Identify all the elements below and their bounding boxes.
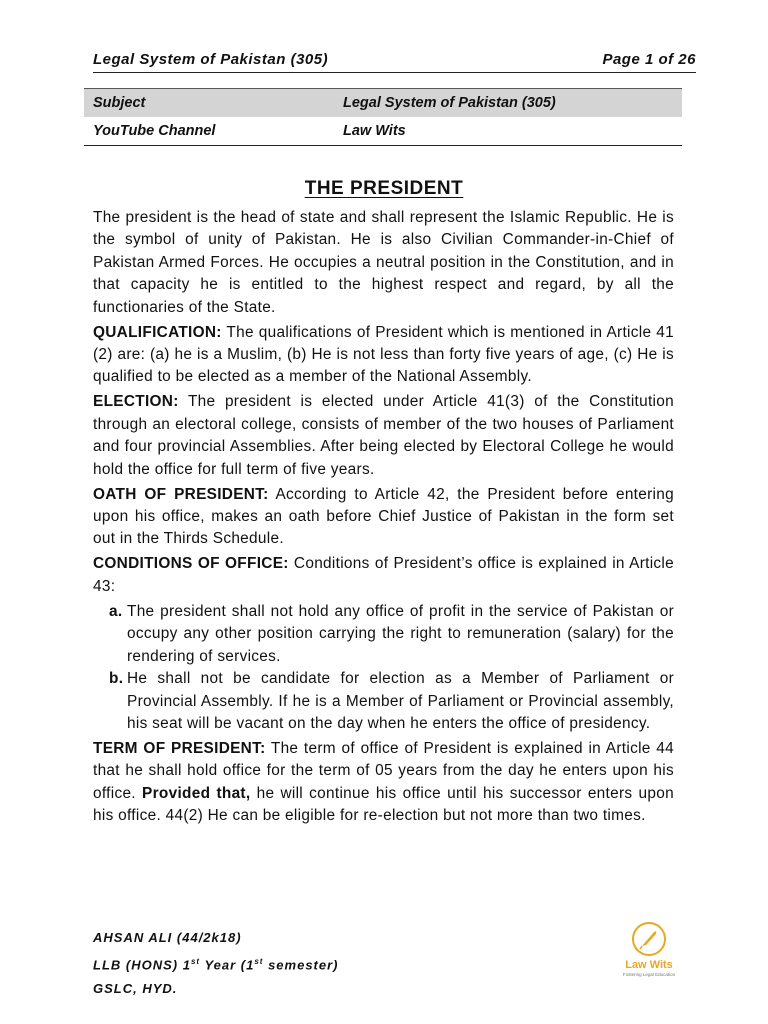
- channel-value: Law Wits: [334, 117, 682, 146]
- channel-label: YouTube Channel: [84, 117, 334, 146]
- page-number: Page 1 of 26: [602, 50, 696, 68]
- oath-text: According to Article 42, the President before entering upon his office, makes an oath before Chief Justice of Pakistan in the form set out in the Thirds Schedule.: [93, 485, 674, 548]
- election-heading: ELECTION:: [93, 393, 179, 411]
- document-body: [93, 207, 674, 830]
- law-wits-logo: [610, 922, 688, 988]
- logo-tagline: Fostering Legal Education: [622, 972, 676, 977]
- page-header: [93, 46, 696, 73]
- document-title: THE PRESIDENT: [304, 178, 464, 199]
- logo-name: Law Wits: [625, 959, 673, 971]
- conditions-list: [93, 601, 674, 735]
- term-text: The term of office of President is explained in Article 44 that he shall hold office for the term of 05 years from the day he enters upon his office.: [93, 739, 674, 802]
- page-footer: [93, 926, 339, 1001]
- course-info: LLB (HONS) 1st Year (1st semester): [93, 957, 339, 973]
- term-text-continued: he will continue his office until his successor enters upon his office. 44(2) He can be eligible for re-election but not more than two times.: [93, 784, 674, 825]
- table-row: [84, 89, 682, 118]
- institution-name: GSLC, HYD.: [93, 981, 178, 997]
- oath-section: [93, 484, 674, 551]
- info-table: [84, 88, 682, 146]
- election-text: The president is elected under Article 41(3) of the Constitution through an electoral college, consists of member of the two houses of Parliament and four provincial Assemblies. After being elected by Electoral College he would hold the office for full term of five years.: [93, 393, 674, 478]
- term-heading: TERM OF PRESIDENT:: [93, 739, 266, 757]
- author-name: AHSAN ALI (44/2k18): [93, 930, 242, 945]
- list-marker: a.: [109, 602, 123, 620]
- quill-icon: [632, 922, 666, 956]
- subject-value: Legal System of Pakistan (305): [334, 89, 682, 118]
- qualification-section: [93, 322, 674, 389]
- list-item-text: He shall not be candidate for election as a Member of Parliament or Provincial Assembly. If he is a Member of Parliament or Provincial assembly, his seat will be vacant on the day when he enters the office of presidency.: [127, 670, 674, 732]
- term-emphasis: Provided that,: [142, 784, 251, 802]
- list-item: [93, 601, 674, 668]
- oath-heading: OATH OF PRESIDENT:: [93, 485, 269, 503]
- list-marker: b.: [109, 670, 124, 688]
- conditions-section: [93, 553, 674, 598]
- header-title: Legal System of Pakistan (305): [93, 50, 329, 68]
- document-title-wrap: [0, 178, 768, 200]
- subject-label: Subject: [84, 89, 334, 118]
- table-row: [84, 117, 682, 146]
- intro-paragraph: The president is the head of state and shall represent the Islamic Republic. He is the symbol of unity of Pakistan. He is also Civilian Commander-in-Chief of Pakistan Armed Forces. He occupies a neutral position in the Constitution, and in that capacity he is entitled to the highest respect and regard, by all the functionaries of the State.: [93, 209, 674, 316]
- term-section: [93, 738, 674, 828]
- qualification-heading: QUALIFICATION:: [93, 323, 222, 341]
- election-section: [93, 391, 674, 481]
- conditions-heading: CONDITIONS OF OFFICE:: [93, 555, 289, 573]
- list-item-text: The president shall not hold any office of profit in the service of Pakistan or occupy any other position carrying the right to remuneration (salary) for the rendering of services.: [127, 602, 674, 665]
- conditions-text: Conditions of President’s office is explained in Article 43:: [93, 555, 675, 595]
- list-item: [93, 668, 674, 735]
- qualification-text: The qualifications of President which is mentioned in Article 41 (2) are: (a) he is a Muslim, (b) He is not less than forty five years of age, (c) He is qualified to be elected as a member of the National Assembly.: [93, 323, 674, 386]
